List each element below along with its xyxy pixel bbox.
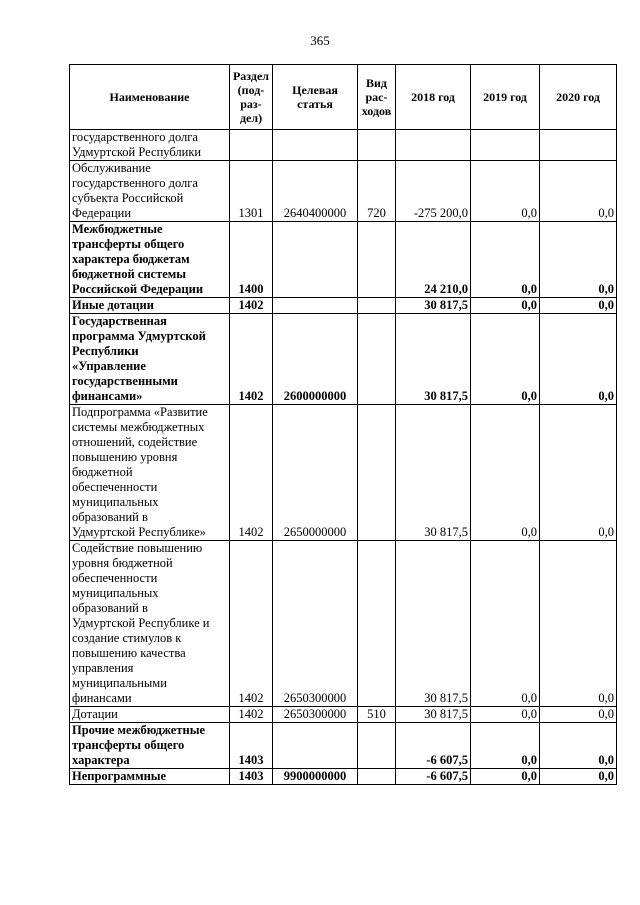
cell-2018: -6 607,5 [396, 769, 471, 785]
cell-name [70, 314, 230, 405]
cell-type [358, 222, 396, 298]
cell-type [358, 298, 396, 314]
cell-section: 1402 [230, 298, 273, 314]
cell-name-line: Государственная [72, 314, 167, 328]
table-body [70, 130, 617, 785]
cell-2020: 0,0 [540, 298, 617, 314]
cell-2020: 0,0 [540, 405, 617, 541]
cell-2019: 0,0 [471, 405, 540, 541]
cell-2018: 30 817,5 [396, 314, 471, 405]
cell-2020: 0,0 [540, 222, 617, 298]
cell-name-line: Республики [72, 344, 139, 358]
cell-name [70, 769, 230, 785]
cell-name-line: Российской Федерации [72, 282, 204, 296]
header-2019: 2019 год [471, 65, 540, 130]
cell-name-line: обеспеченности [72, 571, 158, 585]
cell-section: 1403 [230, 769, 273, 785]
cell-name-line: Иные дотации [72, 298, 154, 312]
cell-name-line: государственными [72, 374, 178, 388]
header-section-line: дел) [239, 111, 263, 125]
header-type-line: Вид [366, 76, 387, 90]
cell-2019: 0,0 [471, 298, 540, 314]
cell-type [358, 769, 396, 785]
cell-target: 2600000000 [273, 314, 358, 405]
cell-section: 1402 [230, 405, 273, 541]
cell-section: 1301 [230, 161, 273, 222]
cell-2019: 0,0 [471, 314, 540, 405]
cell-2019: 0,0 [471, 541, 540, 707]
cell-name-line: Федерации [72, 206, 132, 220]
cell-name-line: отношений, содействие [72, 435, 198, 449]
cell-2018: -6 607,5 [396, 723, 471, 769]
table-row [70, 723, 617, 769]
cell-2020: 0,0 [540, 769, 617, 785]
table-row [70, 161, 617, 222]
cell-name-line: повышению уровня [72, 450, 178, 464]
cell-2018 [396, 130, 471, 161]
header-target-line: статья [297, 97, 333, 111]
cell-type: 720 [358, 161, 396, 222]
table-row [70, 405, 617, 541]
table-row [70, 298, 617, 314]
cell-2018: 30 817,5 [396, 298, 471, 314]
header-section-line: Раздел [232, 69, 270, 83]
cell-name [70, 130, 230, 161]
cell-2019: 0,0 [471, 707, 540, 723]
cell-name [70, 161, 230, 222]
cell-name-line: Дотации [72, 707, 118, 721]
header-name: Наименование [70, 65, 230, 130]
cell-name-line: системы межбюджетных [72, 420, 205, 434]
cell-type: 510 [358, 707, 396, 723]
cell-section: 1402 [230, 541, 273, 707]
cell-name-line: создание стимулов к [72, 631, 182, 645]
cell-name-line: Удмуртской Республике» [72, 525, 206, 539]
header-type-line: рас- [365, 90, 388, 104]
header-type [358, 65, 396, 130]
page-number: 365 [310, 33, 330, 48]
cell-name-line: государственного долга [72, 130, 198, 144]
table-row [70, 222, 617, 298]
cell-target: 2650300000 [273, 707, 358, 723]
cell-name-line: финансами [72, 691, 132, 705]
cell-section [230, 130, 273, 161]
cell-section: 1402 [230, 707, 273, 723]
cell-2020: 0,0 [540, 161, 617, 222]
cell-target: 2650000000 [273, 405, 358, 541]
cell-name-line: Непрограммные [72, 769, 167, 783]
cell-name [70, 541, 230, 707]
header-type-line: ходов [361, 104, 392, 118]
table-row [70, 314, 617, 405]
cell-name-line: финансами» [72, 389, 143, 403]
table-row [70, 130, 617, 161]
cell-2019: 0,0 [471, 769, 540, 785]
cell-type [358, 130, 396, 161]
cell-name-line: уровня бюджетной [72, 556, 173, 570]
cell-name-line: бюджетной системы [72, 267, 187, 281]
cell-2019 [471, 130, 540, 161]
cell-name-line: Подпрограмма «Развитие [72, 405, 208, 419]
cell-name-line: бюджетной [72, 465, 133, 479]
cell-target: 2650300000 [273, 541, 358, 707]
header-2018: 2018 год [396, 65, 471, 130]
cell-name-line: Содействие повышению [72, 541, 203, 555]
header-target-line: Целевая [292, 83, 338, 97]
budget-table [69, 64, 617, 785]
cell-2019: 0,0 [471, 723, 540, 769]
cell-2019: 0,0 [471, 222, 540, 298]
cell-name-line: Межбюджетные [72, 222, 163, 236]
cell-target [273, 222, 358, 298]
cell-2020: 0,0 [540, 541, 617, 707]
table-row [70, 541, 617, 707]
header-2020: 2020 год [540, 65, 617, 130]
cell-target [273, 130, 358, 161]
cell-name-line: Обслуживание [72, 161, 151, 175]
header-section-line: (под- [237, 83, 265, 97]
cell-target: 2640400000 [273, 161, 358, 222]
cell-name-line: управления [72, 661, 134, 675]
cell-name-line: образований в [72, 510, 148, 524]
cell-2018: -275 200,0 [396, 161, 471, 222]
cell-name [70, 222, 230, 298]
cell-name-line: Удмуртской Республике и [72, 616, 210, 630]
cell-target: 9900000000 [273, 769, 358, 785]
table-row [70, 707, 617, 723]
header-target [273, 65, 358, 130]
cell-section: 1402 [230, 314, 273, 405]
cell-target [273, 723, 358, 769]
cell-2018: 30 817,5 [396, 405, 471, 541]
cell-2020 [540, 130, 617, 161]
cell-name [70, 405, 230, 541]
cell-name-line: обеспеченности [72, 480, 158, 494]
cell-section: 1400 [230, 222, 273, 298]
header-section [230, 65, 273, 130]
cell-name-line: трансферты общего [72, 738, 185, 752]
cell-type [358, 405, 396, 541]
cell-section: 1403 [230, 723, 273, 769]
cell-name-line: субъекта Российской [72, 191, 184, 205]
cell-2019: 0,0 [471, 161, 540, 222]
cell-2018: 30 817,5 [396, 707, 471, 723]
cell-name-line: характера бюджетам [72, 252, 190, 266]
cell-name-line: Прочие межбюджетные [72, 723, 205, 737]
cell-2020: 0,0 [540, 707, 617, 723]
cell-2020: 0,0 [540, 723, 617, 769]
header-row [70, 65, 617, 130]
cell-name-line: повышению качества [72, 646, 186, 660]
header-section-line: раз- [240, 97, 262, 111]
cell-type [358, 541, 396, 707]
table-row [70, 769, 617, 785]
cell-name-line: муниципальных [72, 495, 159, 509]
cell-name-line: муниципальными [72, 676, 167, 690]
cell-name [70, 723, 230, 769]
cell-target [273, 298, 358, 314]
cell-name-line: программа Удмуртской [72, 329, 206, 343]
cell-type [358, 314, 396, 405]
cell-2018: 30 817,5 [396, 541, 471, 707]
cell-type [358, 723, 396, 769]
cell-name [70, 707, 230, 723]
cell-name-line: государственного долга [72, 176, 198, 190]
cell-2018: 24 210,0 [396, 222, 471, 298]
cell-name-line: муниципальных [72, 586, 159, 600]
cell-name [70, 298, 230, 314]
cell-2020: 0,0 [540, 314, 617, 405]
cell-name-line: трансферты общего [72, 237, 185, 251]
cell-name-line: «Управление [72, 359, 146, 373]
cell-name-line: образований в [72, 601, 148, 615]
cell-name-line: характера [72, 753, 130, 767]
cell-name-line: Удмуртской Республики [72, 145, 202, 159]
